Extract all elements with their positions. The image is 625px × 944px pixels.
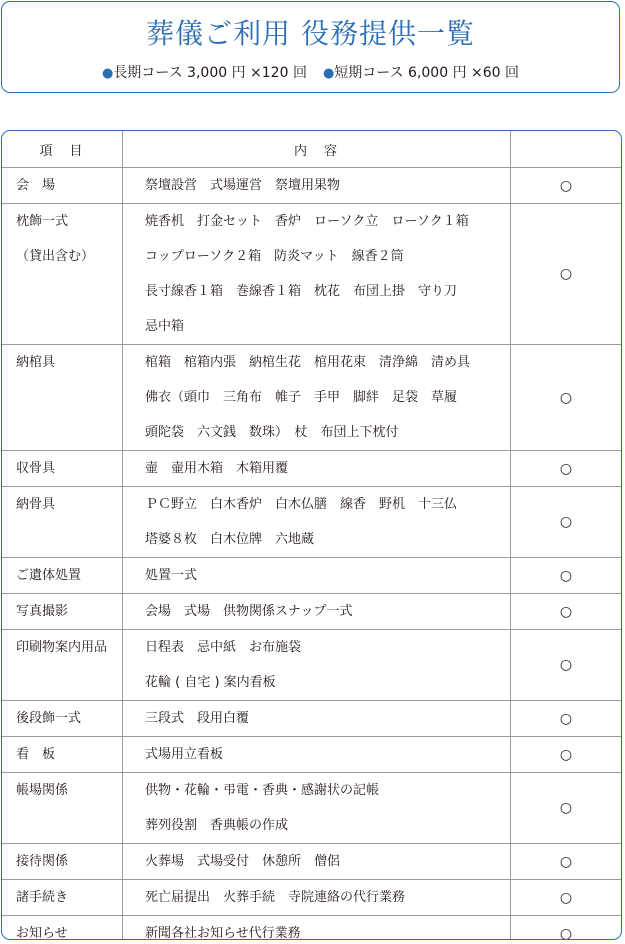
table-row [2,168,621,204]
table-row [2,916,621,941]
item-label: 納骨具 [16,497,56,512]
included-mark: ○ [511,558,622,594]
bullet-icon: ● [101,66,114,81]
item-content-line: 焼香机 打金セット 香炉 ローソク立 ローソク１箱 [145,214,469,229]
item-label: 会 場 [16,178,56,193]
item-content-line: 壷 壷用木箱 木箱用覆 [145,461,289,476]
item-label: 接待関係 [16,854,69,869]
item-content-line: コップローソク２箱 防炎マット 線香２筒 [145,249,404,264]
item-label: 看 板 [16,747,56,762]
item-content-line: 花輪 ( 自宅 ) 案内看板 [145,675,276,690]
table-row [2,737,621,773]
table-row [2,487,621,558]
included-mark: ○ [511,844,622,880]
item-label: 後段飾一式 [16,711,82,726]
header-content: 内 容 [123,131,511,168]
table-row [2,880,621,916]
included-mark: ○ [511,630,622,701]
item-label: 収骨具 [16,461,56,476]
item-label: 帳場関係 [16,783,69,798]
plan-short: 短期コース 6,000 円 ×60 回 [334,65,520,81]
plan-long: 長期コース 3,000 円 ×120 回 [113,65,307,81]
included-mark: ○ [511,880,622,916]
service-table [1,130,622,940]
table-row [2,558,621,594]
item-content-line: 処置一式 [145,568,198,583]
table-row [2,345,621,451]
table-row [2,773,621,844]
header-item: 項 目 [2,131,123,168]
title-box [1,1,620,93]
item-content-line: 塔婆８枚 白木位牌 六地蔵 [145,532,315,547]
item-content-line: 葬列役割 香典帳の作成 [145,818,289,833]
item-label: 印刷物案内用品 [16,640,108,655]
item-content-line: 火葬場 式場受付 休憩所 僧侶 [145,854,341,869]
item-content-line: 三段式 段用白覆 [145,711,250,726]
item-content-line: 新聞各社お知らせ代行業務 [145,926,301,940]
included-mark: ○ [559,925,573,940]
item-content-line: 式場用立看板 [145,747,224,762]
item-content-line: 佛衣（頭巾 三角布 帷子 手甲 脚絆 足袋 草履 [145,390,458,405]
included-mark: ○ [511,345,622,451]
included-mark: ○ [511,451,622,487]
included-mark: ○ [511,701,622,737]
plan-summary [2,64,619,83]
item-content-line: 祭壇設営 式場運営 祭壇用果物 [145,178,341,193]
item-label: 納棺具 [16,355,56,370]
item-label: ご遺体処置 [16,568,82,583]
item-content-line: 死亡届提出 火葬手続 寺院連絡の代行業務 [145,890,406,905]
item-content-line: 頭陀袋 六文銭 数珠） 杖 布団上下枕付 [145,425,399,440]
included-mark: ○ [511,487,622,558]
table-row [2,594,621,630]
item-label: 写真撮影 [16,604,69,619]
item-content-line: 供物・花輪・弔電・香典・感謝状の記帳 [145,783,380,798]
item-label: 諸手続き [16,890,69,905]
table-row [2,630,621,701]
page-title: 葬儀ご利用 役務提供一覧 [146,17,475,50]
item-content-line: 日程表 忌中紙 お布施袋 [145,640,302,655]
bullet-icon: ● [322,66,335,81]
included-mark: ○ [511,204,622,345]
item-content-line: 会場 式場 供物関係スナップ一式 [145,604,353,619]
table-header-row [2,131,621,168]
table-row [2,451,621,487]
item-content-line: 忌中箱 [145,319,185,334]
header-mark [511,131,622,168]
included-mark: ○ [511,594,622,630]
included-mark: ○ [511,168,622,204]
item-content-line: 棺箱 棺箱内張 納棺生花 棺用花束 清浄綿 清め具 [145,355,471,370]
table-row [2,204,621,345]
included-mark: ○ [511,737,622,773]
table-row [2,701,621,737]
item-label: お知らせ [16,926,68,940]
item-label: （貸出含む） [16,249,95,264]
item-label: 枕飾一式 [16,214,69,229]
item-content-line: ＰＣ野立 白木香炉 白木仏膳 線香 野机 十三仏 [145,497,458,512]
item-content-line: 長寸線香１箱 巻線香１箱 枕花 布団上掛 守り刀 [145,284,458,299]
included-mark: ○ [511,773,622,844]
table-row [2,844,621,880]
